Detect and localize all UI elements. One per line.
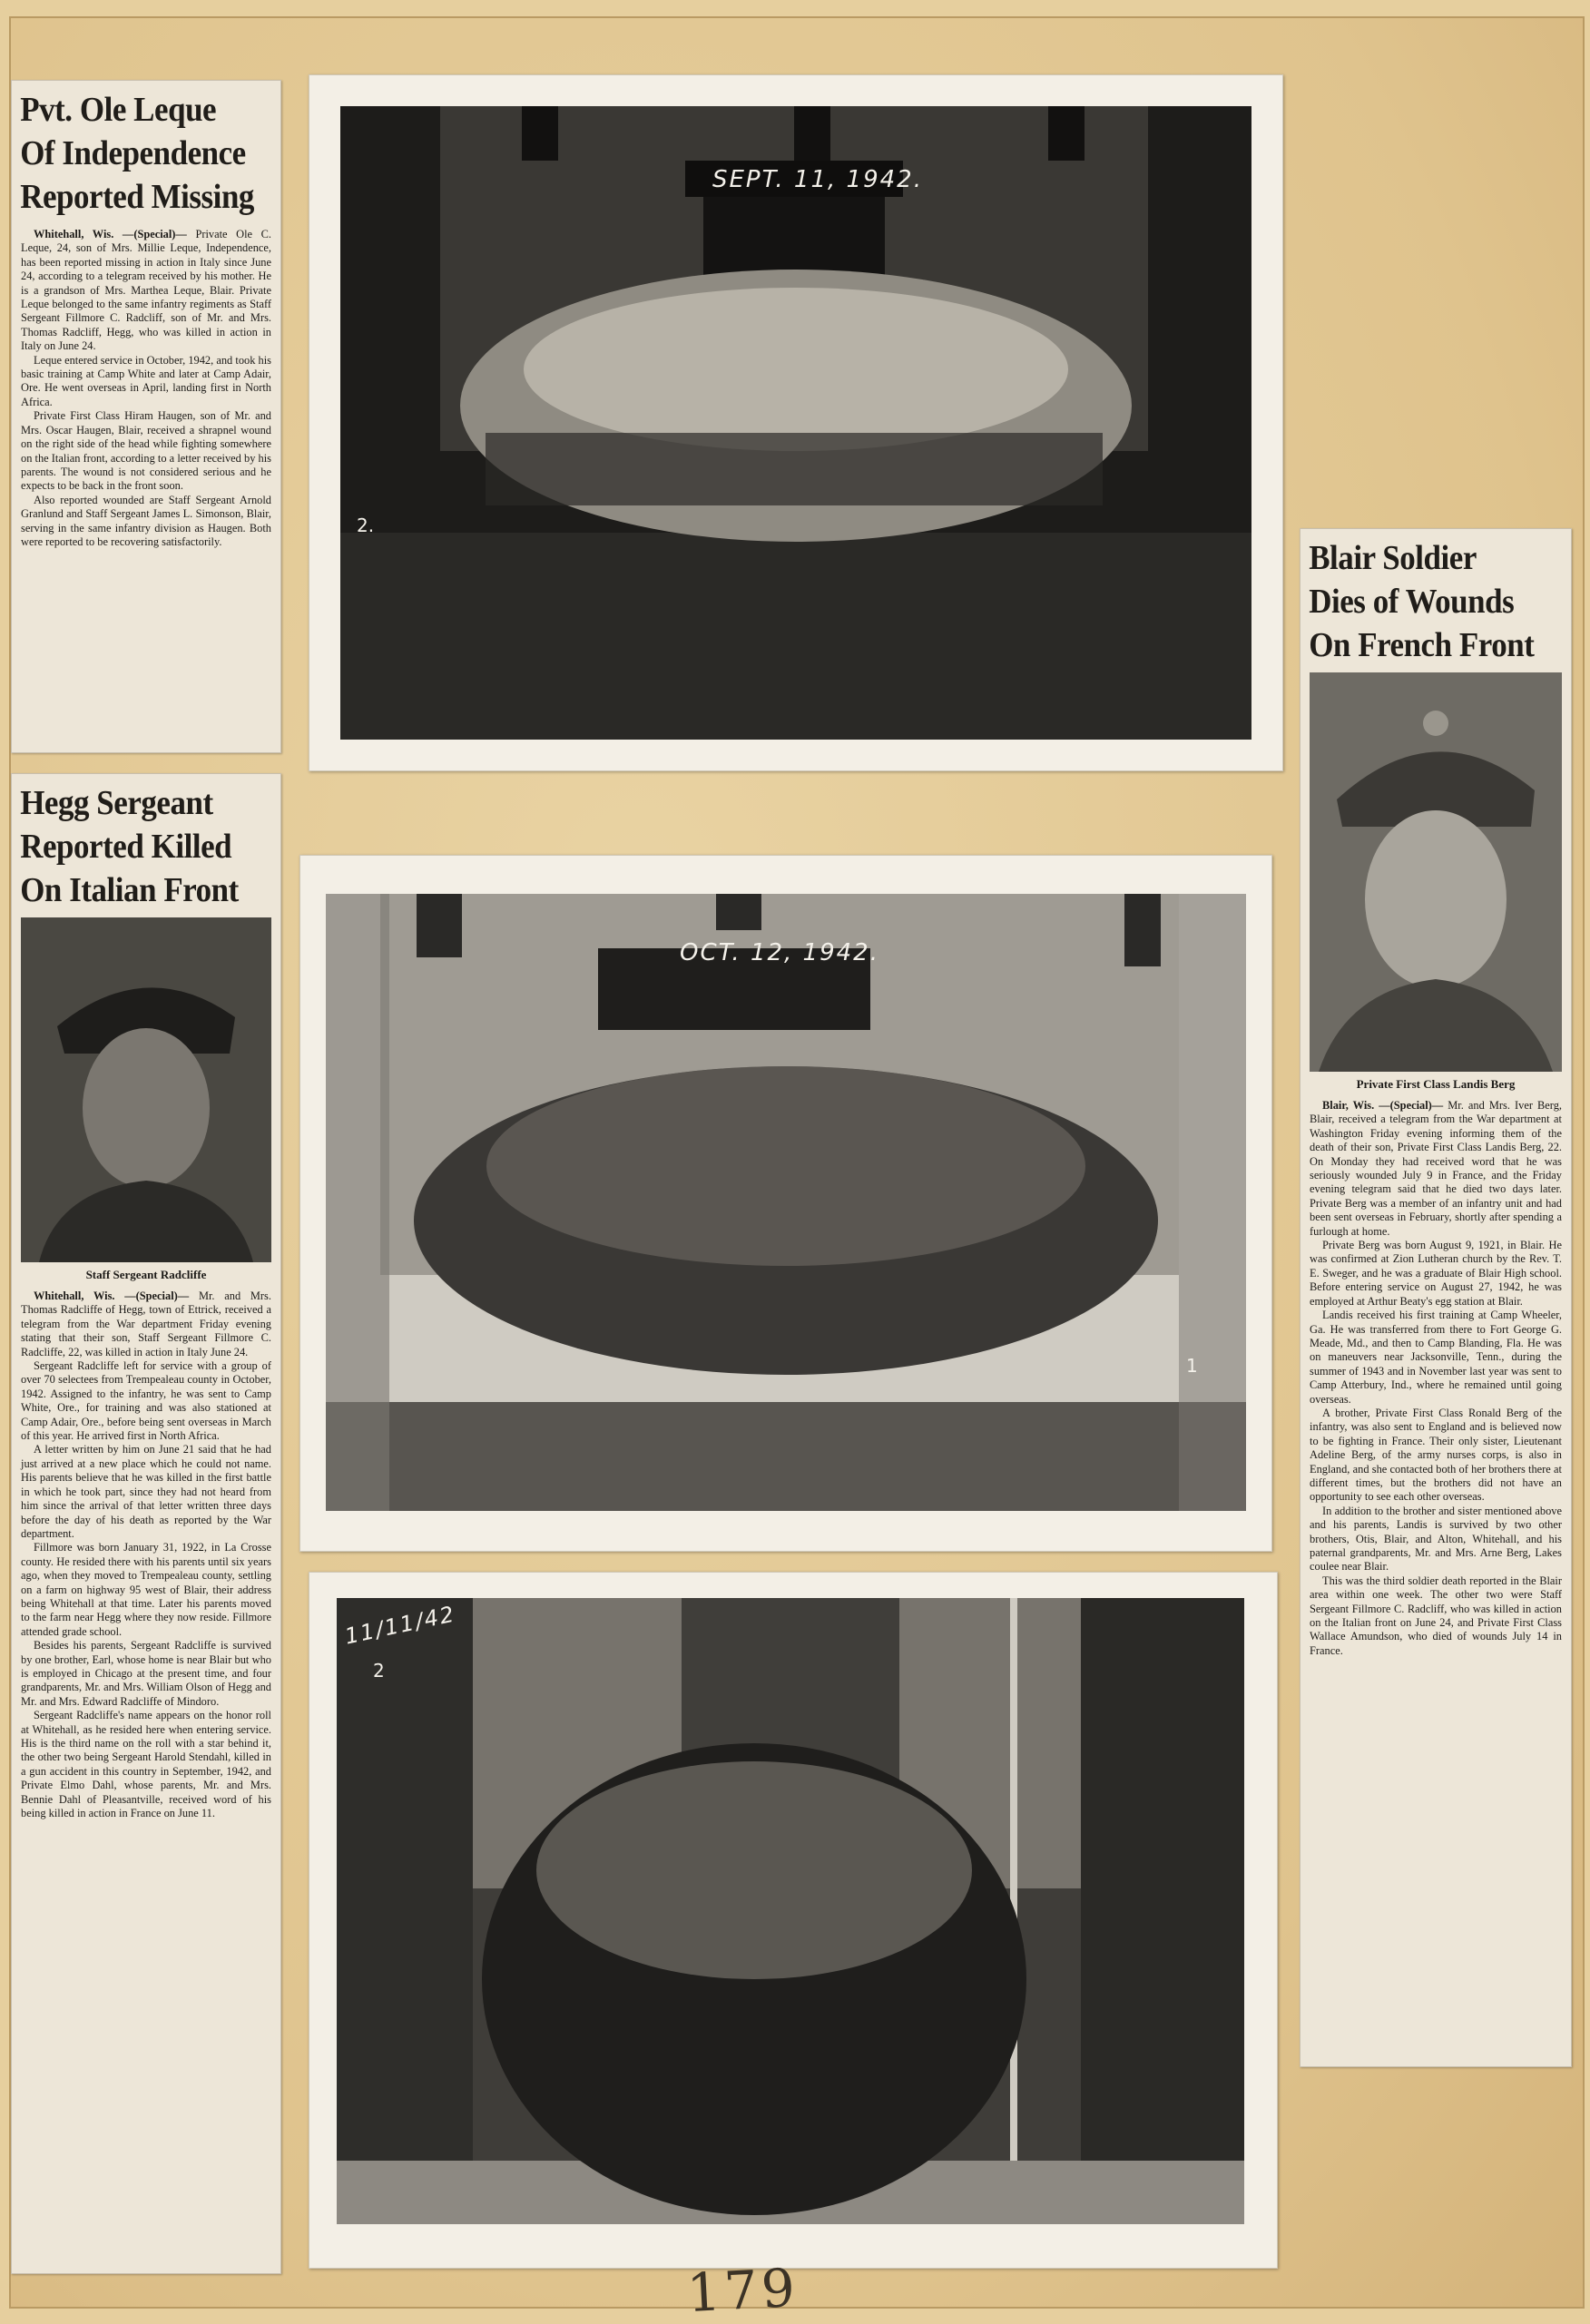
article-body xyxy=(12,224,280,553)
paragraph: Fillmore was born January 31, 1922, in La Crosse county. He resided there with his parents until six years ago, when they moved to Trempealeau county, settling on a farm on highway 95 west of Blair, their address being Whitehall at that time. Later his parents moved to the farm near Hegg where they now reside. Fillmore attended grade school. xyxy=(21,1541,271,1638)
page-number: 179 xyxy=(685,2256,800,2324)
headline-line: Reported Missing xyxy=(20,178,254,216)
article-body xyxy=(1300,1095,1571,1662)
photo-number: 2. xyxy=(357,515,375,536)
article-body xyxy=(12,1286,280,1824)
paragraph: Sergeant Radcliffe left for service with a group of over 70 selectees from Trempealeau county in October, 1942. Assigned to the infantry, he was sent to Camp White, Ore., for training and was also stationed at Camp Adair, Ore., before being sent overseas in March of this year. He arrived first in North Africa. xyxy=(21,1359,271,1443)
paragraph: Private First Class Hiram Haugen, son of Mr. and Mrs. Oscar Haugen, Blair, received a shrapnel wound on the right side of the head while fighting somewhere on the Italian front, according to a letter received by his parents. The wound is not considered serious and he expects to be back in the front soon. xyxy=(21,409,271,493)
portrait-photo xyxy=(21,917,271,1262)
photo-caption: Staff Sergeant Radcliffe xyxy=(85,1268,207,1281)
headline xyxy=(1300,529,1549,672)
headline xyxy=(12,81,259,224)
headline-line: Reported Killed xyxy=(20,828,232,866)
clipping-leque xyxy=(11,80,281,753)
paragraph: A brother, Private First Class Ronald Berg of the infantry, was also sent to England and is believed now to be fighting in France. Their only sister, Lieutenant Adeline Berg, of the army nurses corps, is also in England, and she contacted both of her brothers there at different times, but the brothers did not have an opportunity to see each other overseas. xyxy=(1310,1406,1562,1504)
paragraph: Mr. and Mrs. Thomas Radcliffe of Hegg, town of Ettrick, received a telegram from the War department Friday evening stating that their son, Staff Sergeant Fillmore C. Radcliffe, 22, was killed in action in Italy June 24. xyxy=(21,1289,271,1358)
headline-line: Of Independence xyxy=(20,134,246,172)
paragraph: A letter written by him on June 21 said that he had just arrived at a new place which he could not name. His parents believe that he was killed in the first battle in which he took part, since they had not heard from him since the arrival of that letter written three days before the day of his death as reported by the War department. xyxy=(21,1443,271,1540)
dateline: Whitehall, Wis. —(Special)— xyxy=(34,1289,190,1302)
scrapbook-page xyxy=(9,16,1585,2324)
paragraph: Besides his parents, Sergeant Radcliffe is survived by one brother, Earl, whose home is near Blair but who is employed in Chicago at the present time, and four grandparents, Mr. and Mrs. William Olson of Hegg and Mr. and Mrs. Edward Radcliffe of Mindoro. xyxy=(21,1639,271,1708)
clipping-berg xyxy=(1300,528,1572,2067)
paragraph: Sergeant Radcliffe's name appears on the honor roll at Whitehall, as he resided here when entering service. His is the third name on the roll with a star behind it, the other two being Sergeant Harold Stendahl, killed in a gun accident in this country in September, 1942, and Private Elmo Dahl, whose parents, Mr. and Mrs. Bennie Dahl of Pleasantville, received word of his being killed in action in France on June 11. xyxy=(21,1709,271,1820)
headline-line: On French Front xyxy=(1309,626,1535,664)
group-photo-sept-1942 xyxy=(309,74,1283,771)
photo-image xyxy=(340,106,1251,740)
paragraph: In addition to the brother and sister mentioned above and his parents, Landis is survived by two other brothers, Otis, Blair, and Alton, Whitehall, and his paternal grandparents, Mr. and Mrs. Arne Berg, Lakes coulee near Blair. xyxy=(1310,1504,1562,1574)
headline-line: On Italian Front xyxy=(20,871,239,909)
paragraph: This was the third soldier death reported in the Blair area within one week. The other two were Staff Sergeant Fillmore C. Radcliff, who was killed in action on the Italian front on June 24, and Private First Class Wallace Amundson, who died of wounds July 14 in France. xyxy=(1310,1574,1562,1657)
paragraph: Leque entered service in October, 1942, and took his basic training at Camp White and later at Camp Adair, Ore. He went overseas in April, landing first in North Africa. xyxy=(21,353,271,408)
photo-image xyxy=(337,1598,1244,2224)
paragraph: Private Ole C. Leque, 24, son of Mrs. Millie Leque, Independence, has been reported missing in action in Italy since June 24, according to a telegram received by his mother. He is a grandson of Mrs. Marthea Leque, Blair. Private Leque belonged to the same infantry regiments as Staff Sergeant Fillmore C. Radcliff, son of Mr. and Mrs. Thomas Radcliff, Hegg, who was killed in action in Italy on June 24. xyxy=(21,228,271,353)
photo-number: 2 xyxy=(373,1660,385,1682)
group-photo-nov-1942 xyxy=(309,1572,1278,2269)
paragraph: Mr. and Mrs. Iver Berg, Blair, received a telegram from the War department at Washington Friday evening informing them of the death of their son, Private First Class Landis Berg, 22. On Monday they had received word that he was seriously wounded July 9 in France, and the Friday evening telegram said that he died two days later. Private Berg was a member of an infantry unit and had been sent overseas in February, shortly after spending a furlough at home. xyxy=(1310,1099,1563,1238)
photo-image xyxy=(326,894,1246,1511)
photo-date-label: SEPT. 11, 1942. xyxy=(712,166,923,193)
photo-date-label: 11/11/42 xyxy=(342,1601,458,1650)
paragraph: Landis received his first training at Camp Wheeler, Ga. He was transferred from there to Fort George G. Meade, Md., and then to Camp Blanding, Fla. He was on maneuvers near Jacksonville, Tenn., during the summer of 1943 and in November last year was sent to Camp Atterbury, Ind., where he remained until going overseas. xyxy=(1310,1309,1562,1406)
dateline: Blair, Wis. —(Special)— xyxy=(1322,1099,1444,1112)
headline-line: Pvt. Ole Leque xyxy=(20,91,217,129)
headline-line: Blair Soldier xyxy=(1309,539,1477,577)
group-photo-oct-1942 xyxy=(299,855,1272,1552)
headline-line: Dies of Wounds xyxy=(1309,583,1515,621)
photo-date-label: OCT. 12, 1942. xyxy=(680,939,879,966)
portrait-photo xyxy=(1310,672,1562,1072)
headline-line: Hegg Sergeant xyxy=(20,784,213,822)
headline xyxy=(12,774,259,917)
paragraph: Private Berg was born August 9, 1921, in Blair. He was confirmed at Zion Lutheran church by the Rev. T. E. Sweger, and he was a graduate of Blair High school. Before entering service on August 27, 1942, he was employed at Arthur Beaty's egg station at Blair. xyxy=(1310,1239,1562,1308)
photo-caption: Private First Class Landis Berg xyxy=(1356,1077,1516,1091)
clipping-radcliffe xyxy=(11,773,281,2274)
paragraph: Also reported wounded are Staff Sergeant Arnold Granlund and Staff Sergeant James L. Simonson, Blair, serving in the same infantry division as Haugen. Both were reported to be recovering satisfactorily. xyxy=(21,493,271,548)
dateline: Whitehall, Wis. —(Special)— xyxy=(34,228,187,240)
photo-number: 1 xyxy=(1186,1355,1198,1377)
